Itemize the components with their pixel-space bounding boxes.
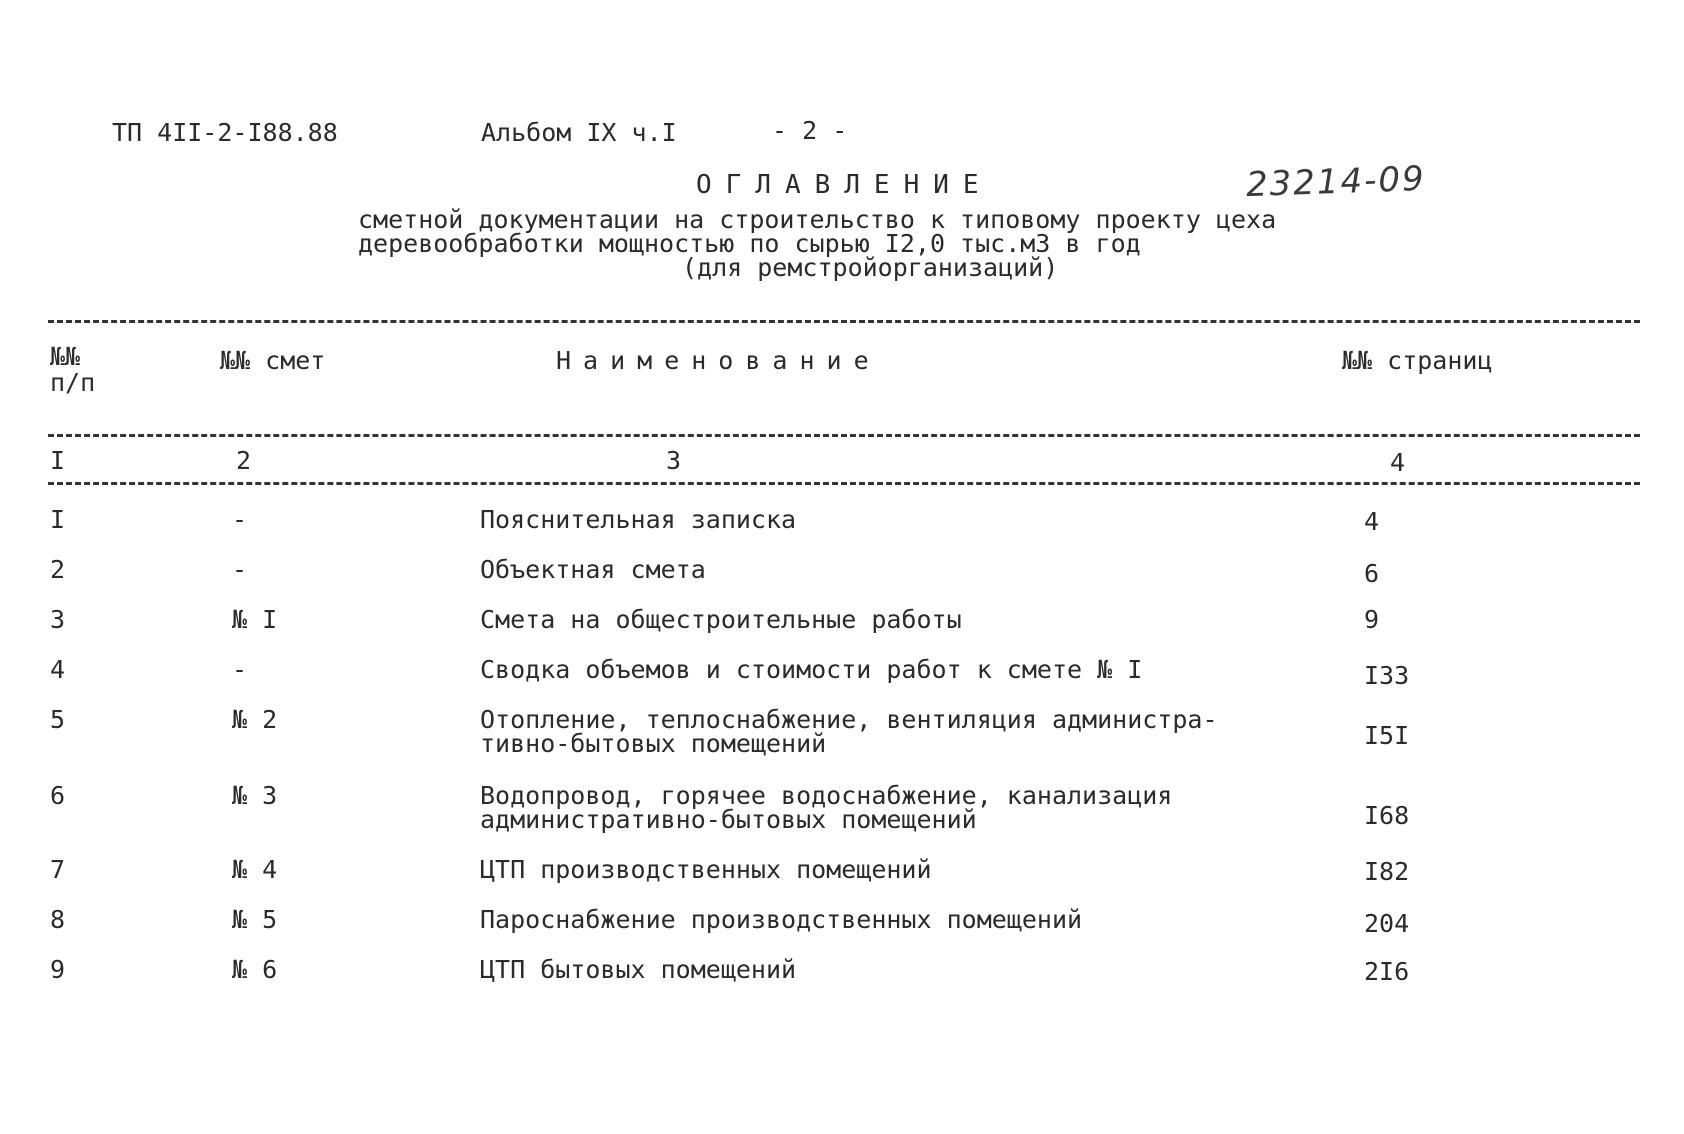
row-name-line1: Отопление, теплоснабжение, вентиляция администра- [480,705,1218,734]
row-page: I68 [1364,801,1410,830]
row-num: I [50,505,66,534]
col-header-estimate: №№ смет [220,346,326,375]
row-estimate: № 3 [232,781,278,810]
col-number-1: I [50,446,66,475]
row-num: 3 [50,605,66,634]
row-name: Объектная смета [480,555,706,584]
row-name [480,705,1218,758]
row-page: 4 [1364,507,1380,536]
row-estimate: № 2 [232,705,278,734]
row-estimate: - [232,505,248,534]
row-num: 2 [50,555,66,584]
col-header-num-line2: п/п [50,368,96,397]
row-num: 7 [50,855,66,884]
table-row [0,705,1684,774]
table-header-rule [48,434,1640,437]
table-row [0,781,1684,850]
subtitle-line-2: деревообработки мощностью по сырью I2,0 тыс.м3 в год [358,229,1141,258]
row-num: 5 [50,705,66,734]
row-page: 204 [1364,909,1410,938]
page-title: ОГЛАВЛЕНИЕ [696,170,993,200]
row-name-line2: тивно-бытовых помещений [480,729,827,758]
col-number-4: 4 [1390,448,1406,477]
row-name: Пароснабжение производственных помещений [480,905,1083,934]
row-estimate: - [232,555,248,584]
row-page: 9 [1364,605,1380,634]
row-name [480,781,1173,834]
row-name-line2: административно-бытовых помещений [480,805,977,834]
page-number: - 2 - [772,116,848,145]
handwritten-number: 23214-09 [1245,158,1427,206]
row-name: Смета на общестроительные работы [480,605,962,634]
row-num: 4 [50,655,66,684]
col-header-pages: №№ страниц [1342,346,1493,375]
row-name: ЦТП бытовых помещений [480,955,797,984]
subtitle-line-1: сметной документации на строительство к типовому проекту цеха [358,205,1277,234]
row-estimate: - [232,655,248,684]
row-page: I5I [1364,721,1410,750]
album-label: Альбом IX ч.I [481,118,677,147]
row-name-line1: Водопровод, горячее водоснабжение, канализация [480,781,1173,810]
table-row [0,555,1684,604]
row-num: 8 [50,905,66,934]
subtitle-line-3: (для ремстройорганизаций) [682,253,1059,282]
col-header-num-line1: №№ [50,342,81,371]
table-top-rule [48,320,1640,323]
row-estimate: № 6 [232,955,278,984]
row-page: 6 [1364,559,1380,588]
row-estimate: № 4 [232,855,278,884]
col-header-name: Наименование [556,346,881,375]
table-row [0,605,1684,654]
document-code: ТП 4II-2-I88.88 [112,118,338,147]
row-estimate: № I [232,605,278,634]
table-row [0,955,1684,1004]
col-header-num [50,344,95,396]
row-num: 9 [50,955,66,984]
row-page: 2I6 [1364,957,1410,986]
row-name: Пояснительная записка [480,505,797,534]
col-number-3: 3 [666,446,682,475]
table-row [0,505,1684,554]
row-num: 6 [50,781,66,810]
table-row [0,655,1684,704]
row-estimate: № 5 [232,905,278,934]
row-page: I33 [1364,661,1410,690]
col-number-2: 2 [236,446,252,475]
table-row [0,855,1684,904]
row-name: ЦТП производственных помещений [480,855,932,884]
row-name: Сводка объемов и стоимости работ к смете № I [480,655,1143,684]
table-column-number-rule [48,482,1640,485]
table-row [0,905,1684,954]
row-page: I82 [1364,857,1410,886]
